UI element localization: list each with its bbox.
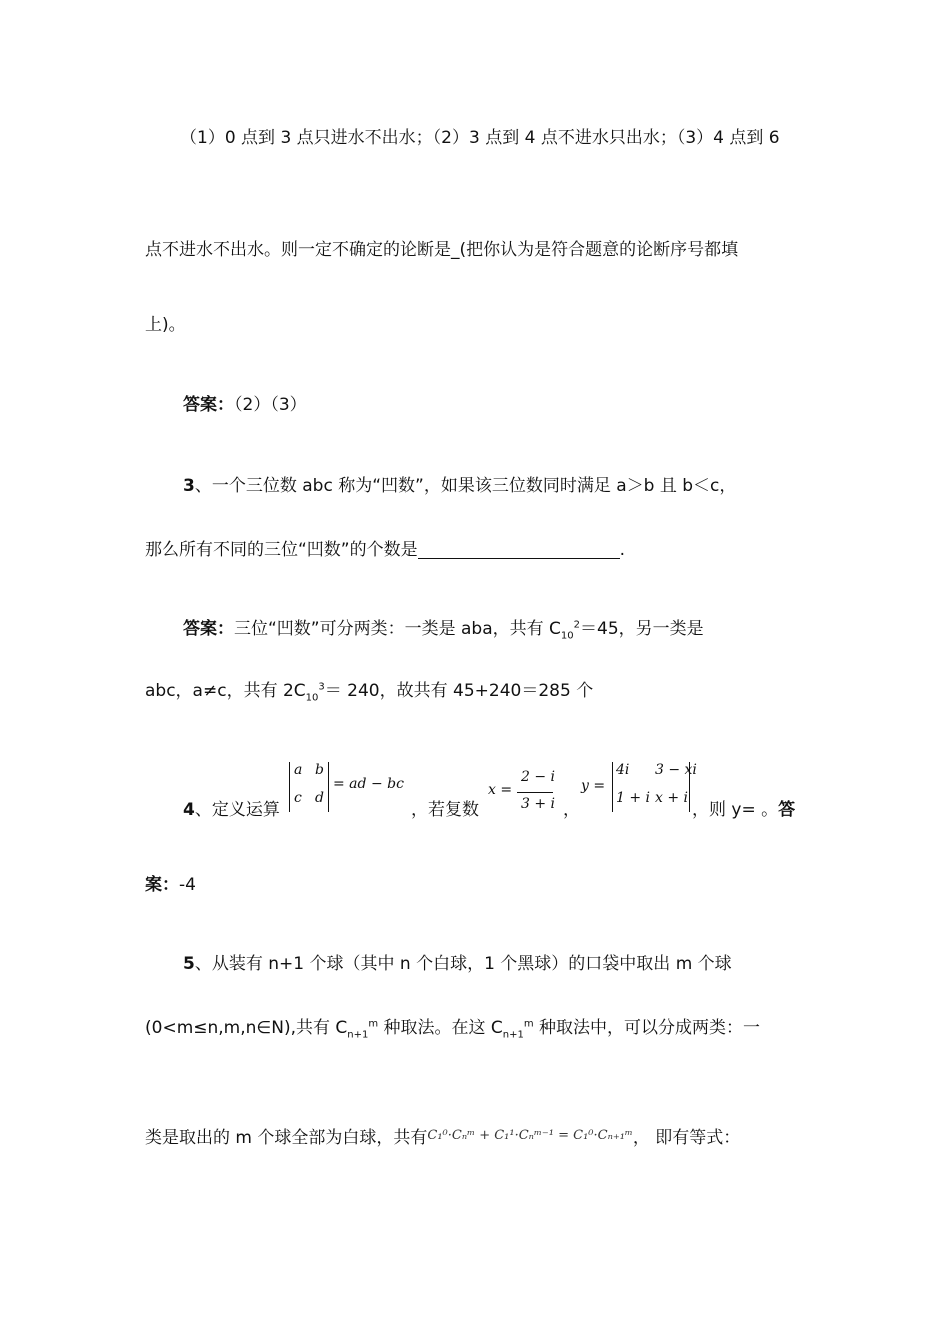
question-4-line: ，: [563, 800, 580, 820]
question-4-line: ，若复数: [411, 800, 479, 820]
question-4-line: [692, 798, 795, 822]
question-text: 种取法中，可以分成两类：一: [533, 1018, 761, 1038]
y-lhs: y =: [581, 778, 606, 794]
question-text: 类是取出的 m 个球全部为白球，共有: [145, 1128, 428, 1148]
y-c: 1 + i: [616, 790, 651, 806]
det-c: c: [294, 790, 302, 806]
question-text: 、一个三位数 abc 称为“凹数”，如果该三位数同时满足 a＞b 且 b＜c，: [194, 476, 737, 496]
para-line: （1）0 点到 3 点只进水不出水；（2）3 点到 4 点不进水只出水；（3）4 点到 6: [180, 128, 780, 148]
question-number: 4: [183, 800, 195, 820]
answer-text: （2）（3）: [234, 395, 307, 415]
superscript: m: [368, 1018, 379, 1030]
answer-line: [183, 617, 704, 641]
subscript: n+1: [347, 1029, 369, 1041]
question-5-line: [145, 1124, 740, 1150]
superscript: 2: [573, 619, 581, 631]
y-a: 4i: [616, 762, 630, 778]
superscript: 3: [318, 681, 325, 693]
answer-line: [145, 679, 593, 703]
para-line: 点不进水不出水。则一定不确定的论断是_(把你认为是符合题意的论断序号都填: [145, 240, 739, 260]
y-d: x + i: [655, 790, 689, 806]
subscript: n+1: [502, 1029, 524, 1041]
question-text: (0<m≤n,m,n∈N),共有 C: [145, 1018, 348, 1038]
question-text: 、定义运算: [194, 800, 280, 820]
subscript: 10: [305, 692, 319, 704]
x-denominator: 3 + i: [521, 796, 556, 812]
question-5-line: [183, 952, 732, 976]
answer-blank: [418, 540, 620, 559]
question-4-line: [183, 798, 280, 822]
subscript: 10: [560, 630, 574, 642]
question-text: ， 即有等式：: [632, 1128, 741, 1148]
question-text: ，则 y= 。: [692, 800, 779, 820]
period: .: [619, 540, 626, 560]
question-text: 那么所有不同的三位“凹数”的个数是: [145, 540, 418, 560]
question-number: 5: [183, 954, 195, 974]
det-b: b: [315, 762, 324, 778]
answer-line: [183, 393, 307, 417]
det-d: d: [315, 790, 324, 806]
question-3-line: [183, 474, 736, 498]
answer-label: 答: [778, 800, 796, 820]
x-numerator: 2 − i: [521, 769, 556, 785]
det-rhs: = ad − bc: [333, 776, 404, 792]
question-text: 种取法。在这 C: [378, 1018, 503, 1038]
y-b: 3 − xi: [655, 762, 697, 778]
answer-label: 答案：: [183, 395, 234, 415]
answer-text: ＝45，另一类是: [580, 619, 704, 639]
question-text: 、从装有 n+1 个球（其中 n 个白球，1 个黑球）的口袋中取出 m 个球: [194, 954, 732, 974]
question-3-line: [145, 538, 625, 562]
answer-label: 案：: [145, 875, 179, 895]
question-5-line: [145, 1016, 760, 1040]
answer-label: 答案：: [183, 619, 234, 639]
x-lhs: x =: [488, 782, 513, 798]
para-line: 上)。: [145, 315, 186, 335]
combination-formula: C₁⁰·Cₙᵐ + C₁¹·Cₙᵐ⁻¹ = C₁⁰·Cₙ₊₁ᵐ: [427, 1128, 633, 1143]
answer-text: abc，a≠c，共有 2C: [145, 681, 306, 701]
answer-value: -4: [179, 875, 196, 895]
answer-text: 三位“凹数”可分两类：一类是 aba，共有 C: [234, 619, 561, 639]
superscript: m: [523, 1018, 534, 1030]
answer-text: ＝ 240，故共有 45+240＝285 个: [324, 681, 594, 701]
answer-line: [145, 873, 196, 897]
question-number: 3: [183, 476, 195, 496]
det-a: a: [294, 762, 303, 778]
